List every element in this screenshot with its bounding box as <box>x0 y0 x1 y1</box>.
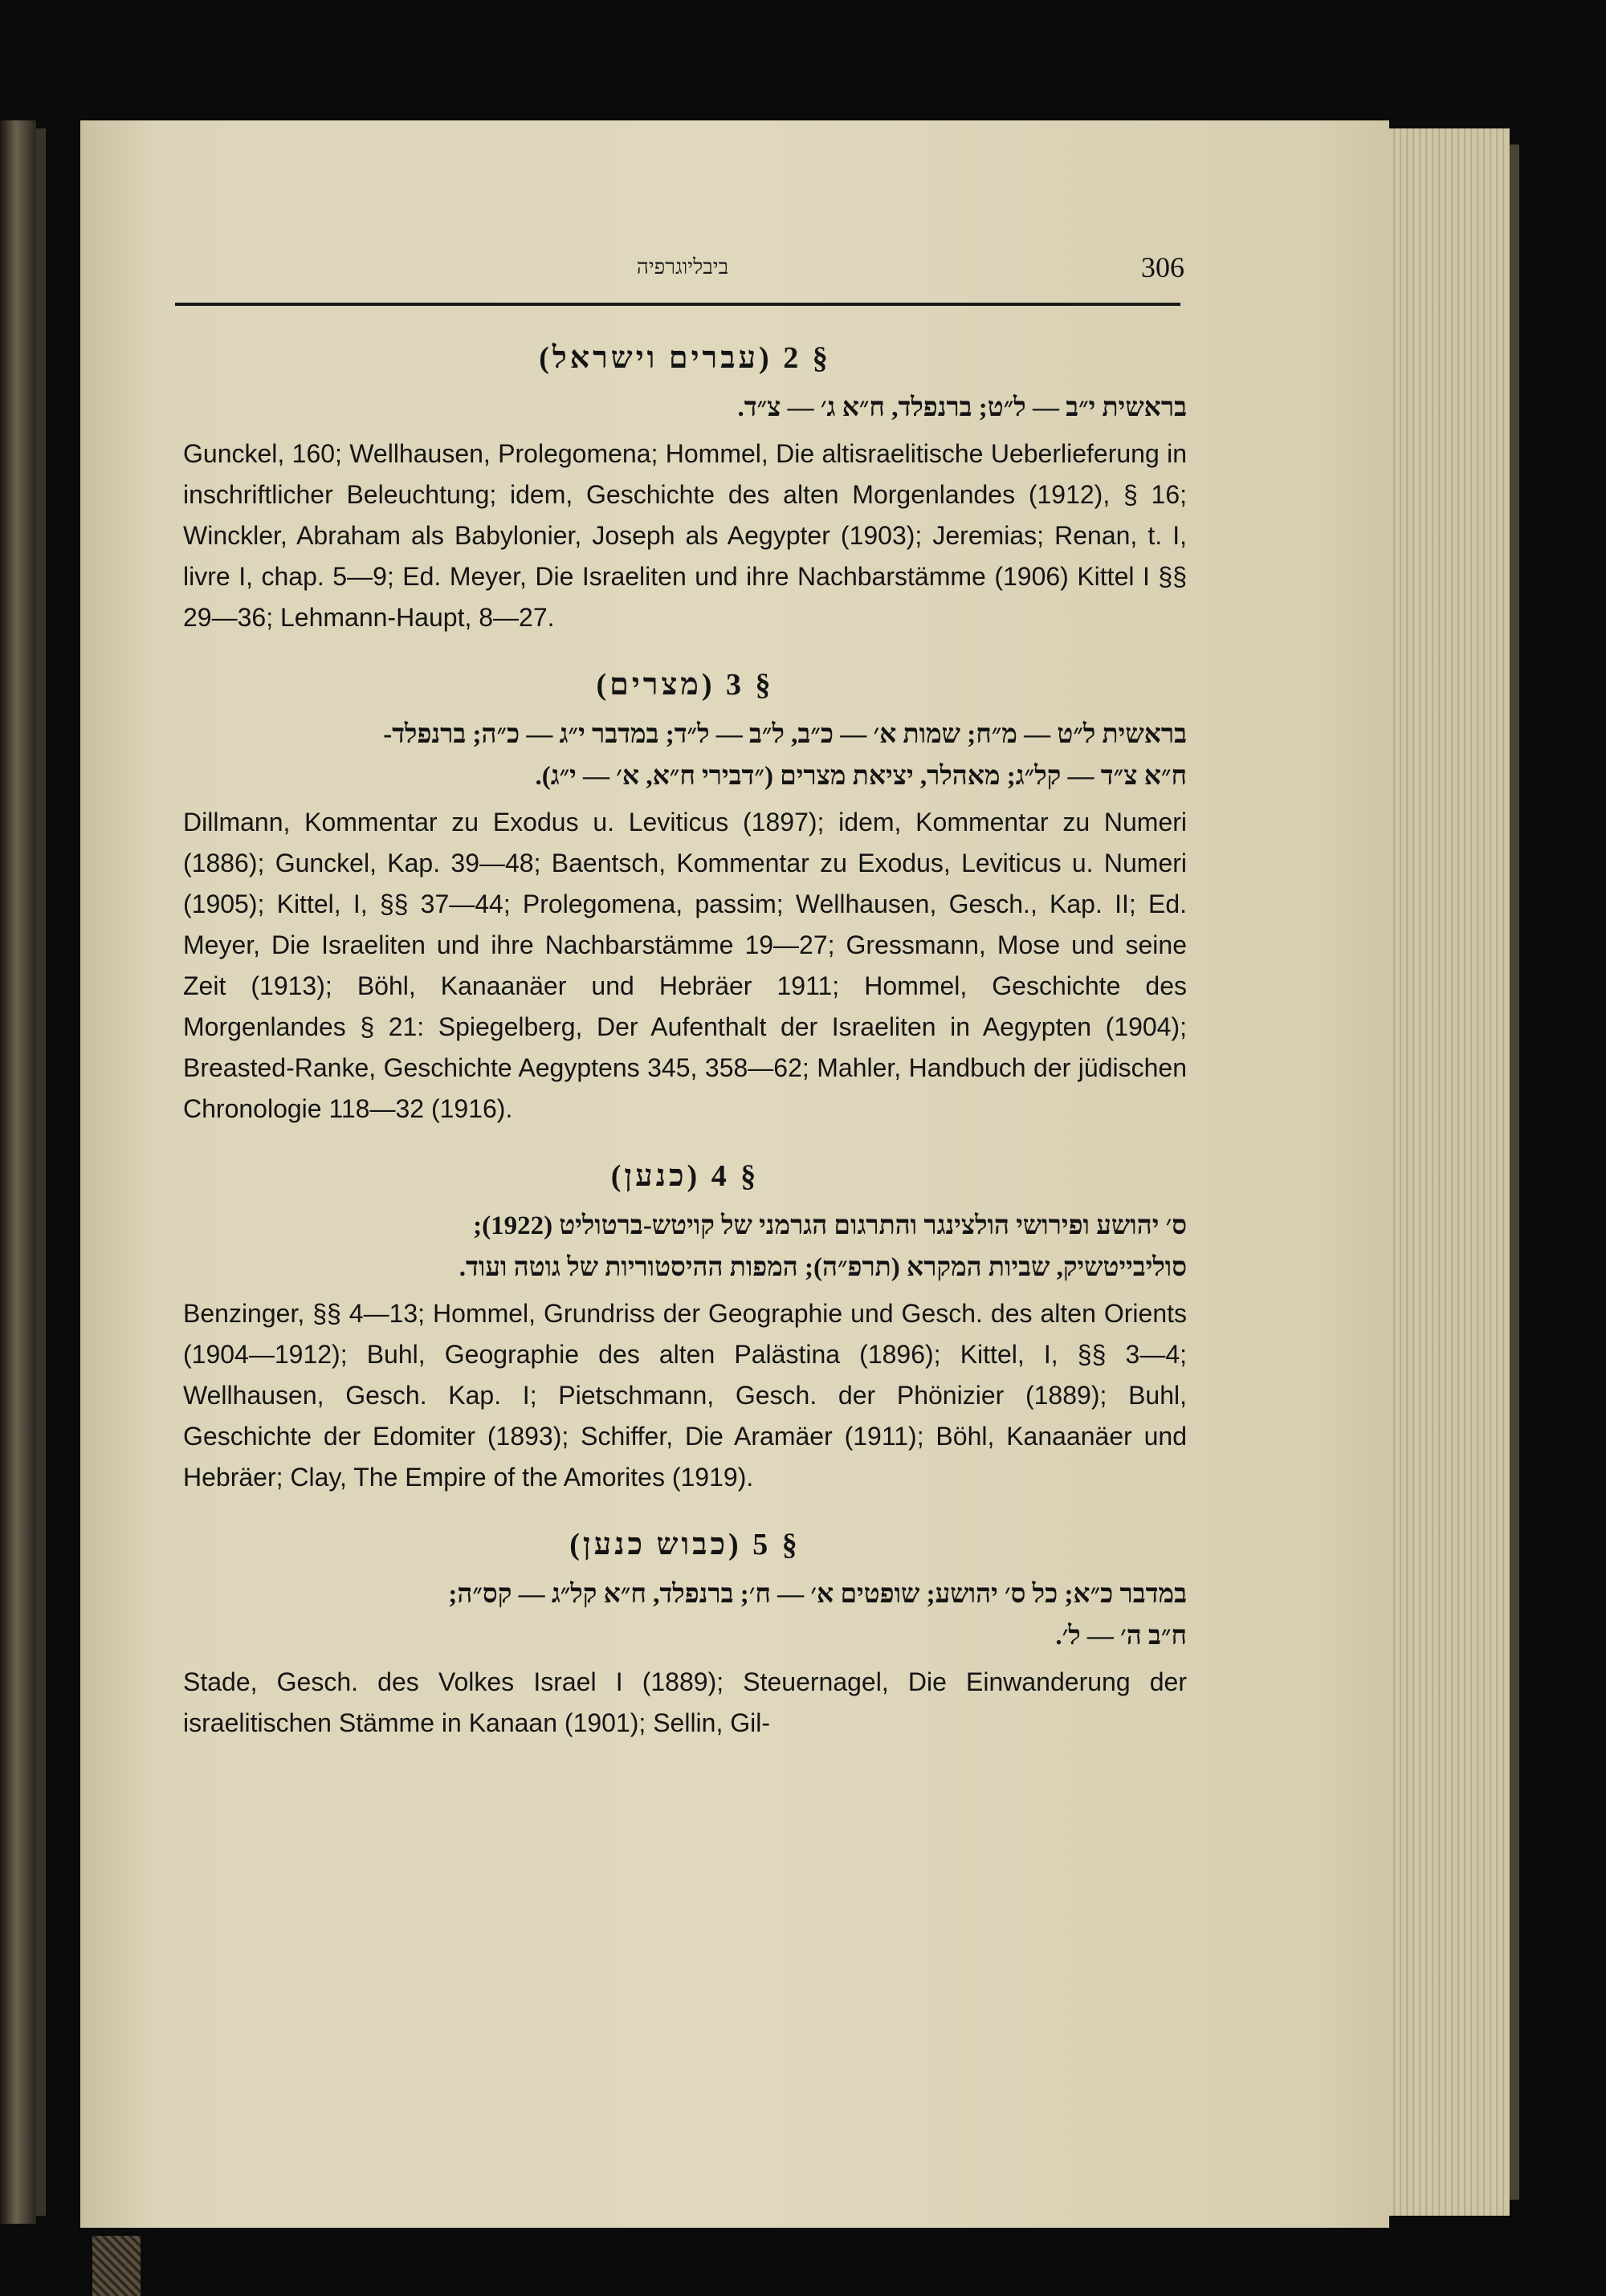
bibliography-text: Benzinger, §§ 4—13; Hommel, Grundriss der Geographie und Gesch. des alten Orients (1904—1912); Buhl, Geographie des alten Palästina (1896); Kittel, I, §§ 3—4; Wellhausen, Gesch. Kap. I; Pietschmann, Gesch. der Phönizier (1889); Buhl, Geschichte der Edomiter (1893); Schiffer, Die Aramäer (1911); Böhl, Kanaanäer und Hebräer; Clay, The Empire of the Amorites (1919). <box>183 1299 1187 1492</box>
hebrew-references: ס׳ יהושע ופירושי הולצינגר והתרגום הגרמני של קויטש-ברטוליט (1922); <box>473 1211 1187 1240</box>
running-title: ביבליוגרפיה <box>636 255 729 279</box>
header-rule <box>175 303 1180 306</box>
page-number: 306 <box>1141 251 1184 283</box>
section-4 <box>183 1158 1187 1498</box>
hebrew-references: בראשית ל״ט — מ״ח; שמות א׳ — כ״ב, ל״ב — ל״ד; במדבר י״ג — כ״ה; ברנפלד- <box>383 720 1187 749</box>
bibliography-text: Gunckel, 160; Wellhausen, Prolegomena; Hommel, Die altisraelitische Ueberlieferung in inschriftlicher Beleuchtung; idem, Geschichte des alten Morgenlandes (1912), § 16; Winckler, Abraham als Babylonier, Joseph als Aegypter (1903); Jeremias; Renan, t. I, livre I, chap. 5—9; Ed. Meyer, Die Israeliten und ihre Nachbarstämme (1906) Kittel I §§ 29—36; Lehmann-Haupt, 8—27. <box>183 439 1187 632</box>
stack-shadow <box>1510 145 1519 2200</box>
hebrew-references: ח״א צ״ד — קל״ג; מאהלר, יציאת מצרים (״דבירי ח״א, א׳ — י״ג). <box>535 762 1187 791</box>
hebrew-references: ח״ב ה׳ — ל׳. <box>1055 1622 1187 1651</box>
section-title: § 3 (מצרים) <box>596 668 774 702</box>
section-title: § 4 (כנען) <box>610 1159 760 1193</box>
left-page-strip <box>36 128 46 2216</box>
page-stack-edge <box>1389 128 1510 2216</box>
bibliography-text: Stade, Gesch. des Volkes Israel I (1889); Steuernagel, Die Einwanderung der israelitischen Stämme in Kanaan (1901); Sellin, Gil- <box>183 1667 1187 1737</box>
running-header <box>177 251 1184 295</box>
bookmark-ribbon <box>92 2236 141 2296</box>
section-5 <box>183 1527 1187 1744</box>
hebrew-references: במדבר כ״א; כל ס׳ יהושע; שופטים א׳ — ח׳; ברנפלד, ח״א קל״ג — קס״ה; <box>448 1580 1187 1609</box>
section-3 <box>183 667 1187 1130</box>
page-body <box>183 329 1187 1744</box>
section-title: § 2 (עברים וישראל) <box>539 341 831 375</box>
hebrew-references: סוליבייטשיק, שביות המקרא (תרפ״ה); המפות ההיסטוריות של גוטה ועוד. <box>459 1253 1187 1282</box>
bibliography-text: Dillmann, Kommentar zu Exodus u. Leviticus (1897); idem, Kommentar zu Numeri (1886); Gunckel, Kap. 39—48; Baentsch, Kommentar zu Exodus, Leviticus u. Numeri (1905); Kittel, I, §§ 37—44; Prolegomena, passim; Wellhausen, Gesch., Kap. II; Ed. Meyer, Die Israeliten und ihre Nachbarstämme 19—27; Gressmann, Mose und seine Zeit (1913); Böhl, Kanaanäer und Hebräer 1911; Hommel, Geschichte des Morgenlandes § 21: Spiegelberg, Der Aufenthalt der Israeliten in Aegypten (1904); Breasted-Ranke, Geschichte Aegyptens 345, 358—62; Mahler, Handbuch der jüdischen Chronologie 118—32 (1916). <box>183 808 1187 1123</box>
section-2 <box>183 340 1187 638</box>
hebrew-references: בראשית י״ב — ל״ט; ברנפלד, ח״א ג׳ — צ״ד. <box>737 393 1187 422</box>
section-title: § 5 (כבוש כנען) <box>569 1528 801 1561</box>
left-page-edge <box>0 120 36 2224</box>
